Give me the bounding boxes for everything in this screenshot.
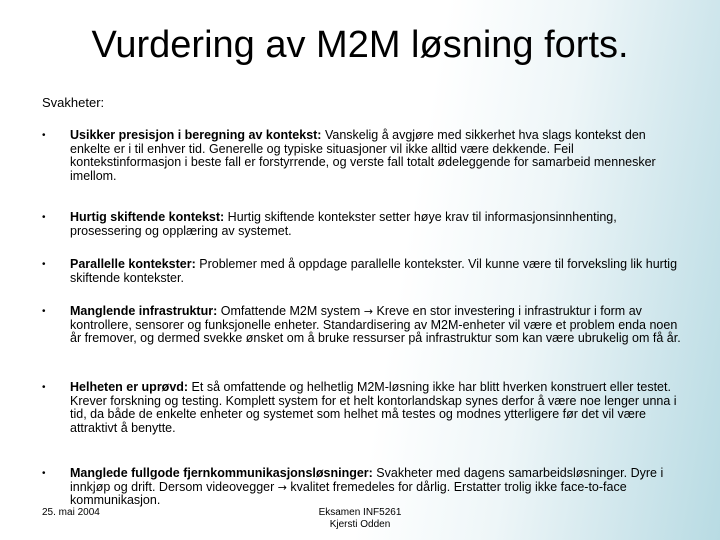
footer-exam: Eksamen INF5261	[318, 507, 402, 518]
bullet-icon: •	[42, 382, 46, 393]
arrow-right-icon: →	[277, 480, 287, 494]
bullet-icon: •	[42, 212, 46, 223]
bullet-infrastructure	[42, 305, 687, 381]
footer-date: 25. mai 2004	[42, 507, 100, 518]
bullet-icon: •	[42, 130, 46, 141]
bullet-heading: Hurtig skiftende kontekst:	[70, 210, 225, 224]
footer-info	[295, 507, 425, 531]
bullet-fast-changing	[42, 211, 687, 258]
bullet-heading: Manglede fullgode fjernkommunikasjonsløsninger:	[70, 466, 373, 480]
bullet-icon: •	[42, 468, 46, 479]
footer-author: Kjersti Odden	[329, 519, 391, 530]
bullet-heading: Usikker presisjon i beregning av kontekst:	[70, 128, 322, 142]
bullet-heading: Parallelle kontekster:	[70, 257, 196, 271]
bullet-untested	[42, 381, 687, 467]
bullet-text-before: Omfattende M2M system	[217, 304, 364, 318]
bullet-text: Hurtig skiftende kontekster setter høye krav til informasjonsinnhenting, prosessering og opplæring av systemet.	[70, 210, 617, 238]
weakness-list	[42, 129, 687, 508]
bullet-text-before: Svakheter med dagens samarbeidsløsninger. Dyre i innkjøp og drift. Dersom videovegger	[70, 466, 664, 494]
bullet-text: Problemer med å oppdage parallelle kontekster. Vil kunne være til forveksling lik hurtig skiftende kontekster.	[70, 257, 678, 285]
bullet-remote-communication	[42, 467, 687, 508]
slide-title: Vurdering av M2M løsning forts.	[91, 24, 629, 66]
bullet-precision	[42, 129, 687, 211]
arrow-right-icon: →	[363, 305, 374, 318]
section-label: Svakheter:	[42, 95, 105, 110]
bullet-parallel	[42, 258, 687, 305]
bullet-heading: Helheten er uprøvd:	[70, 380, 189, 394]
bullet-icon: •	[42, 306, 46, 317]
bullet-heading: Manglende infrastruktur:	[70, 304, 218, 318]
bullet-text-after: kvalitet fremedeles for dårlig. Erstatter trolig ikke face-to-face kommunikasjon.	[70, 479, 627, 508]
bullet-text: Vanskelig å avgjøre med sikkerhet hva slags kontekst den enkelte er i til enhver tid. Generelle og typiske situasjoner vil ikke alltid være dekkende. Feil kontekstinformasjon i beste fall er forstyrrende, og verste fall totalt ødeleggende for samarbeid mennesker imellom.	[70, 128, 656, 183]
bullet-text-after: Kreve en stor investering i infrastruktur i form av kontrollere, sensorer og funksjonelle enheter. Standardisering av M2M-enheter vil være et problem enda noen år fremover, og dermed svekke ønsket om å bruke ressurser på infrastruktur som kan være ubrukelig om få år.	[70, 304, 681, 346]
bullet-text: Et så omfattende og helhetlig M2M-løsning ikke har blitt hverken konstruert eller testet. Krever forskning og testing. Komplett system for et helt kontorlandskap synes derfor å være noe lenger unna i tid, da både de enkelte enheter og systemet som helhet må testes og modnes ytterligere før det vil være attraktivt å benytte.	[70, 380, 677, 435]
bullet-icon: •	[42, 259, 46, 270]
